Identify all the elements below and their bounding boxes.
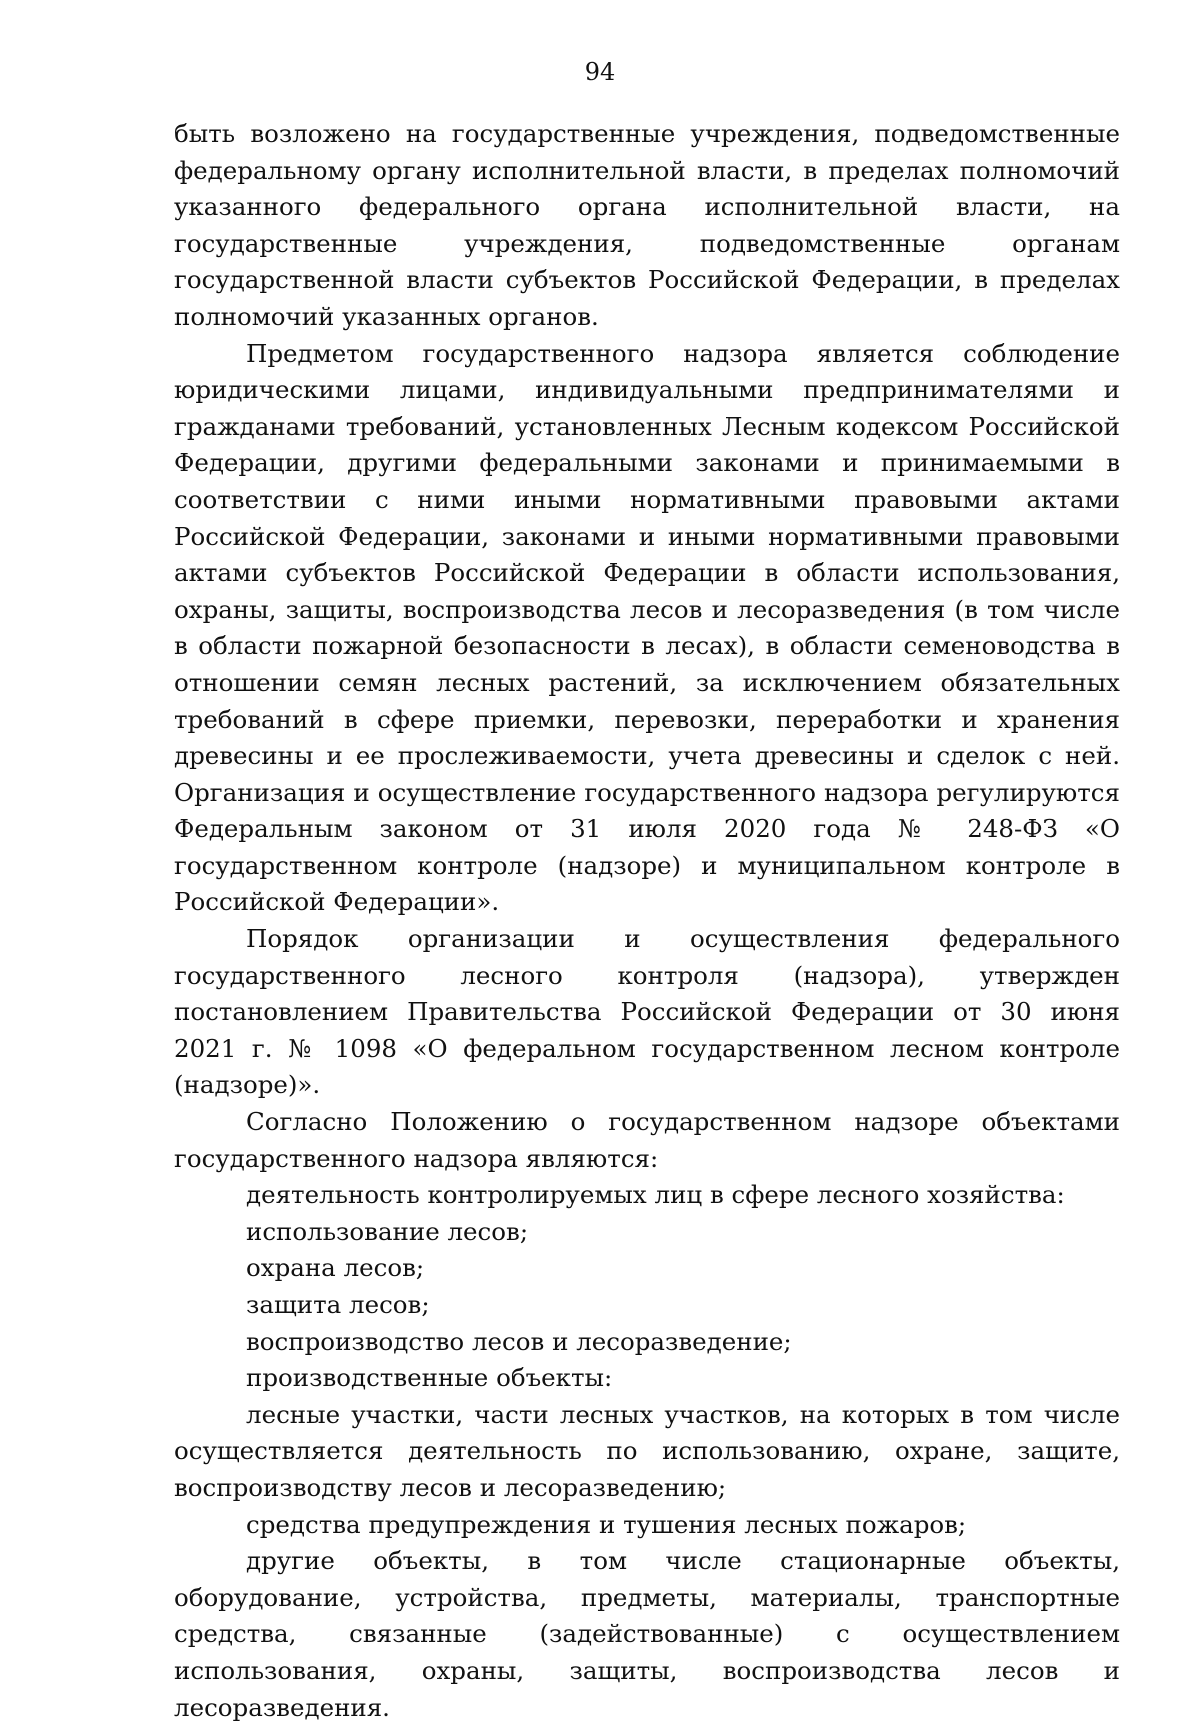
list-item: производственные объекты: [246,1363,613,1393]
paragraph-subject-of-supervision: Предметом государственного надзора является соблюдение юридическими лицами, индивидуальными предпринимателями и гражданами требований, установленных Лесным кодексом Российской Федерации, другими федеральными законами и принимаемыми в соответствии с ними иными нормативными правовыми актами Российской Федерации, законами и иными нормативными правовыми актами субъектов Российской Федерации в области использования, охраны, защиты, воспроизводства лесов и лесоразведения (в том числе в области пожарной безопасности в лесах), в области семеноводства в отношении семян лесных растений, за исключением обязательных требований в сфере приемки, перевозки, переработки и хранения древесины и ее прослеживаемости, учета древесины и сделок с ней. Организация и осуществление государственного надзора регулируются Федеральным законом от 31 июля 2020 года № 248-ФЗ «О государственном контроле (надзоре) и муниципальном контроле в Российской Федерации». [174,338,1120,917]
list-item: защита лесов; [246,1290,430,1319]
paragraph-continuation: быть возложено на государственные учреждения, подведомственные федеральному органу исполнительной власти, в пределах полномочий указанного федерального органа исполнительной власти, на государственные учреждения, подведомственные органам государственной власти субъектов Российской Федерации, в пределах полномочий указанных органов. [174,119,1120,331]
list-item: охрана лесов; [246,1253,425,1283]
list-item: деятельность контролируемых лиц в сфере лесного хозяйства: [246,1180,1065,1210]
page-number: 94 [584,58,616,86]
paragraph-procedure: Порядок организации и осуществления федерального государственного лесного контроля (надзора), утвержден постановлением Правительства Российской Федерации от 30 июня 2021 г. № 1098 «О федеральном государственном лесном контроле (надзоре)». [174,924,1120,1100]
list-item: лесные участки, части лесных участков, на которых в том числе осуществляется деятельность по использованию, охране, защите, воспроизводству лесов и лесоразведению; [174,1399,1120,1502]
list-item: использование лесов; [246,1216,529,1246]
document-body [174,116,1120,1726]
list-item: другие объекты, в том числе стационарные объекты, оборудование, устройства, предметы, материалы, транспортные средства, связанные (задействованные) с осуществлением использования, охраны, защиты, воспроизводства лесов и лесоразведения. [174,1546,1120,1722]
list-item: воспроизводство лесов и лесоразведение; [246,1326,792,1356]
list-item: средства предупреждения и тушения лесных пожаров; [246,1509,967,1539]
paragraph-objects-intro: Согласно Положению о государственном надзоре объектами государственного надзора являются: [174,1107,1120,1173]
